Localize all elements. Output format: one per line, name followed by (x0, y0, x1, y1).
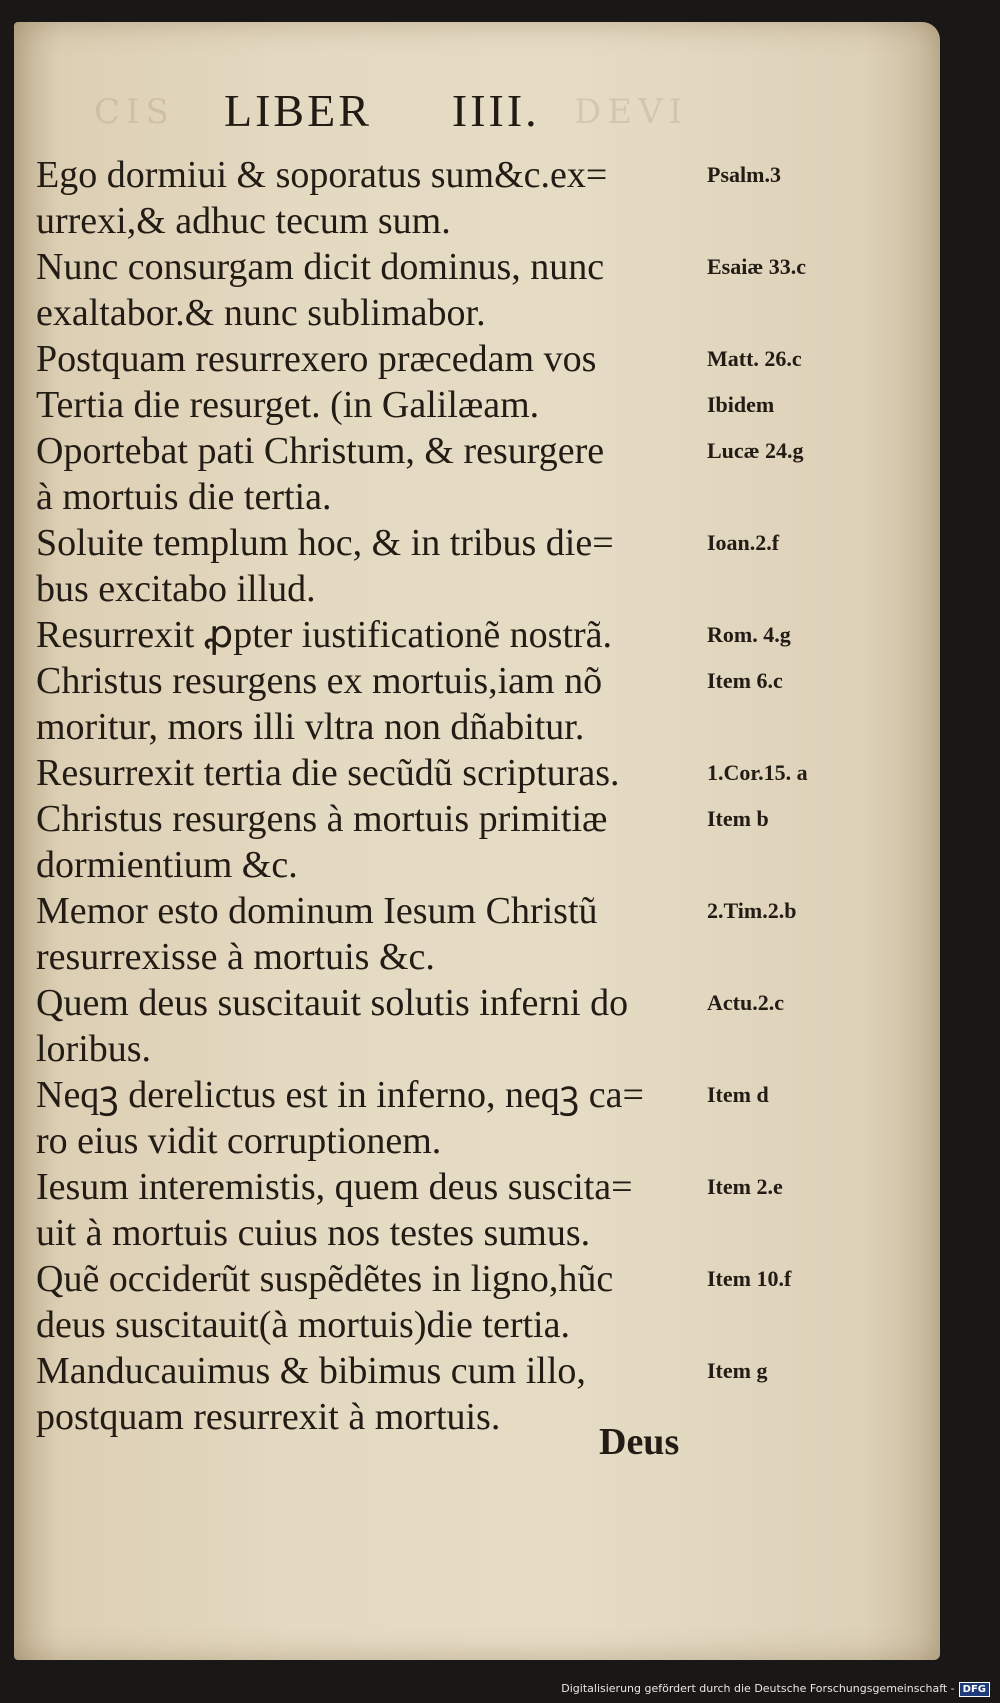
bleed-through-text: DEVI (574, 92, 689, 132)
text-line: à mortuis die tertia. (36, 476, 332, 518)
marginal-reference: Esaiæ 33.c (707, 254, 806, 279)
marginal-reference (707, 198, 907, 244)
text-line: Neqꝫ derelictus est in inferno, neqꝫ ca= (36, 1074, 644, 1116)
text-line: Quem deus suscitauit solutis inferni do (36, 982, 629, 1024)
running-header (224, 84, 620, 137)
header-liber: LIBER (224, 85, 372, 136)
marginal-reference: Rom. 4.g (707, 622, 791, 647)
text-line: loribus. (36, 1028, 152, 1070)
text-line: Nunc consurgam dicit dominus, nunc (36, 246, 605, 288)
marginal-reference: Item d (707, 1082, 769, 1107)
marginal-reference (707, 1302, 907, 1348)
text-line: uit à mortuis cuius nos testes sumus. (36, 1212, 591, 1254)
marginal-reference: Ibidem (707, 392, 775, 417)
marginal-reference (707, 704, 907, 750)
text-line: Oportebat pati Christum, & resurgere (36, 430, 605, 472)
footer-text: Digitalisierung gefördert durch die Deutsche Forschungsgemeinschaft - (561, 1682, 955, 1695)
text-line: postquam resurrexit à mortuis. (36, 1396, 501, 1438)
catchword: Deus (599, 1421, 680, 1463)
text-line: Resurrexit tertia die secũdũ scripturas. (36, 752, 620, 794)
marginal-reference (707, 474, 907, 520)
dfg-logo: DFG (959, 1682, 990, 1697)
marginal-reference (707, 1210, 907, 1256)
marginal-reference (707, 1394, 907, 1440)
bleed-through-text: CIS (94, 92, 175, 132)
marginal-references (707, 152, 907, 1440)
marginal-reference: 2.Tim.2.b (707, 898, 797, 923)
marginal-reference: Ioan.2.f (707, 530, 780, 555)
marginal-reference: Item b (707, 806, 769, 831)
marginal-reference: Psalm.3 (707, 162, 781, 187)
text-line: Memor esto dominum Iesum Christũ (36, 890, 598, 932)
marginal-reference: Item g (707, 1358, 768, 1383)
marginal-reference: Lucæ 24.g (707, 438, 804, 463)
text-line: Christus resurgens à mortuis primitiæ (36, 798, 608, 840)
marginal-reference (707, 566, 907, 612)
text-line: Ego dormiui & soporatus sum&c.ex= (36, 154, 608, 196)
marginal-reference: Item 10.f (707, 1266, 792, 1291)
marginal-reference (707, 1026, 907, 1072)
text-line: Resurrexit ꝓpter iustificationẽ nostrã. (36, 614, 613, 656)
marginal-reference (707, 842, 907, 888)
text-line: Manducauimus & bibimus cum illo, (36, 1350, 586, 1392)
text-line: dormientium &c. (36, 844, 298, 886)
text-line: Postquam resurrexero præcedam vos (36, 338, 597, 380)
text-line: resurrexisse à mortuis &c. (36, 936, 435, 978)
marginal-reference: 1.Cor.15. a (707, 760, 808, 785)
text-line: exaltabor.& nunc sublimabor. (36, 292, 486, 334)
digitization-footer (561, 1682, 990, 1697)
book-page (14, 22, 940, 1660)
text-line: Soluite templum hoc, & in tribus die= (36, 522, 614, 564)
text-line: Quẽ occiderũt suspẽdẽtes in ligno,hũc (36, 1258, 614, 1300)
marginal-reference (707, 290, 907, 336)
marginal-reference: Actu.2.c (707, 990, 784, 1015)
header-book-number: IIII. (451, 85, 540, 136)
marginal-reference: Matt. 26.c (707, 346, 802, 371)
marginal-reference (707, 1118, 907, 1164)
marginal-reference: Item 6.c (707, 668, 783, 693)
text-line: bus excitabo illud. (36, 568, 316, 610)
text-line: urrexi,& adhuc tecum sum. (36, 200, 451, 242)
text-line: deus suscitauit(à mortuis)die tertia. (36, 1304, 570, 1346)
text-line: ro eius vidit corruptionem. (36, 1120, 442, 1162)
text-line: Tertia die resurget. (in Galilæam. (36, 384, 540, 426)
text-line: moritur, mors illi vltra non dñabitur. (36, 706, 585, 748)
main-text (36, 152, 716, 1440)
text-line: Iesum interemistis, quem deus suscita= (36, 1166, 633, 1208)
text-line: Christus resurgens ex mortuis,iam nõ (36, 660, 603, 702)
marginal-reference: Item 2.e (707, 1174, 783, 1199)
marginal-reference (707, 934, 907, 980)
